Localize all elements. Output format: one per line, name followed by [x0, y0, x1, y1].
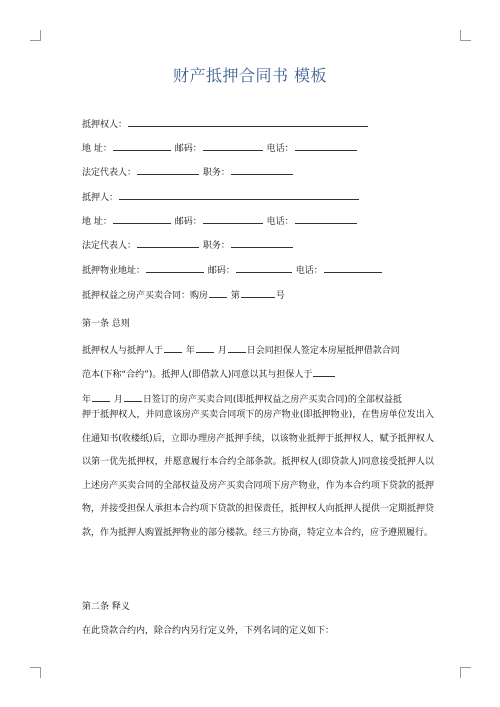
mortgagor-zip-blank[interactable]	[203, 214, 263, 224]
mortgagor-phone-label: 电话：	[266, 217, 294, 227]
article1-p2-c: 日签订的房产买卖合同(即抵押权益之房产买卖合同)的全部权益抵	[142, 395, 402, 405]
property-address-line	[82, 263, 383, 277]
property-zip-label: 邮码：	[207, 266, 235, 276]
property-address-blank[interactable]	[146, 263, 204, 273]
contract-mid: 第	[230, 291, 240, 301]
crop-mark-bottom-left	[30, 667, 41, 678]
mortgagee-zip-blank[interactable]	[203, 141, 263, 151]
mortgagee-address-blank[interactable]	[113, 141, 171, 151]
property-address-label: 抵押物业地址：	[82, 266, 146, 276]
article1-p1-line2	[82, 367, 336, 381]
mortgagee-position-label: 职务：	[202, 168, 230, 178]
p1-month-blank[interactable]	[196, 343, 214, 353]
article1-p1-c: 月	[217, 346, 227, 356]
mortgagee-line	[82, 117, 369, 131]
article1-p1-line2-text: 范本(下称“合约”)。抵押人(即借款人)同意以其与担保人于	[82, 370, 313, 380]
mortgagor-legal-rep-label: 法定代表人：	[82, 241, 137, 251]
mortgagee-blank[interactable]	[128, 117, 368, 127]
article1-p1-b: 年	[185, 346, 195, 356]
mortgagee-legal-rep-line	[82, 165, 294, 179]
mortgagee-phone-label: 电话：	[266, 144, 294, 154]
mortgagee-phone-blank[interactable]	[295, 141, 357, 151]
article1-p2-b: 月	[113, 395, 123, 405]
mortgagee-legal-rep-blank[interactable]	[137, 165, 199, 175]
property-phone-label: 电话：	[295, 266, 323, 276]
article1-p2-a: 年	[82, 395, 92, 405]
crop-mark-bottom-right	[460, 667, 471, 678]
mortgagee-legal-rep-label: 法定代表人：	[82, 168, 137, 178]
mortgagor-blank[interactable]	[119, 190, 359, 200]
contract-blank-2[interactable]	[241, 288, 275, 298]
mortgagee-address-line	[82, 141, 358, 155]
article1-p1-a: 抵押权人与抵押人于	[82, 346, 164, 356]
mortgagor-position-blank[interactable]	[231, 238, 293, 248]
mortgagee-label: 抵押权人：	[82, 120, 128, 130]
contract-prefix: 抵押权益之房产买卖合同：购房	[82, 291, 209, 301]
crop-mark-top-left	[30, 30, 41, 41]
p1-line2-blank[interactable]	[313, 367, 335, 377]
crop-mark-top-right	[460, 30, 471, 41]
contract-suffix: 号	[275, 291, 285, 301]
contract-blank-1[interactable]	[209, 288, 227, 298]
article1-p1-line1	[82, 343, 400, 357]
p2-year-blank[interactable]	[92, 392, 110, 402]
mortgagee-zip-label: 邮码：	[174, 144, 202, 154]
mortgagor-address-label: 地 址：	[82, 217, 112, 227]
mortgagee-position-blank[interactable]	[231, 165, 293, 175]
article2-p1: 在此贷款合约内，除合约内另行定义外，下列名词的定义如下：	[82, 626, 335, 636]
property-zip-blank[interactable]	[236, 263, 292, 273]
document-title: 财产抵押合同书 模板	[172, 66, 328, 85]
mortgagor-label: 抵押人：	[82, 193, 119, 203]
mortgagor-line	[82, 190, 360, 204]
article1-heading: 第一条 总则	[82, 319, 130, 329]
mortgagor-legal-rep-blank[interactable]	[137, 238, 199, 248]
mortgagor-position-label: 职务：	[202, 241, 230, 251]
article1-p1-d: 日会同担保人签定本房屋抵押借款合同	[246, 346, 400, 356]
article2-heading: 第二条 释义	[82, 602, 130, 612]
mortgagor-zip-label: 邮码：	[174, 217, 202, 227]
mortgagor-phone-blank[interactable]	[295, 214, 357, 224]
p1-day-blank[interactable]	[228, 343, 246, 353]
mortgagor-legal-rep-line	[82, 238, 294, 252]
mortgagee-address-label: 地 址：	[82, 144, 112, 154]
property-phone-blank[interactable]	[324, 263, 382, 273]
mortgagor-address-blank[interactable]	[113, 214, 171, 224]
p1-year-blank[interactable]	[164, 343, 182, 353]
mortgagor-address-line	[82, 214, 358, 228]
article1-p2-body: 押于抵押权人，并同意该房产买卖合同项下的房产物业(即抵押物业)，在售房单位发出入住通知书(收楼纸)后，立即办理房产抵押手续，以该物业抵押于抵押权人，赋予抵押权人以第一优先抵押权，并愿意履行本合约全部条款。抵押权人(即贷款人)同意接受抵押人以上述房产买卖合同的全部权益及房产买卖合同项下房产物业，作为本合约项下贷款的抵押物，并接受担保人承担本合约项下贷款的担保责任，抵押权人向抵押人提供一定期抵押贷款，作为抵押人购置抵押物业的部分楼款。经三方协商，特定立本合约，应予遵照履行。	[82, 410, 434, 538]
contract-line	[82, 288, 285, 302]
p2-month-blank[interactable]	[124, 392, 142, 402]
